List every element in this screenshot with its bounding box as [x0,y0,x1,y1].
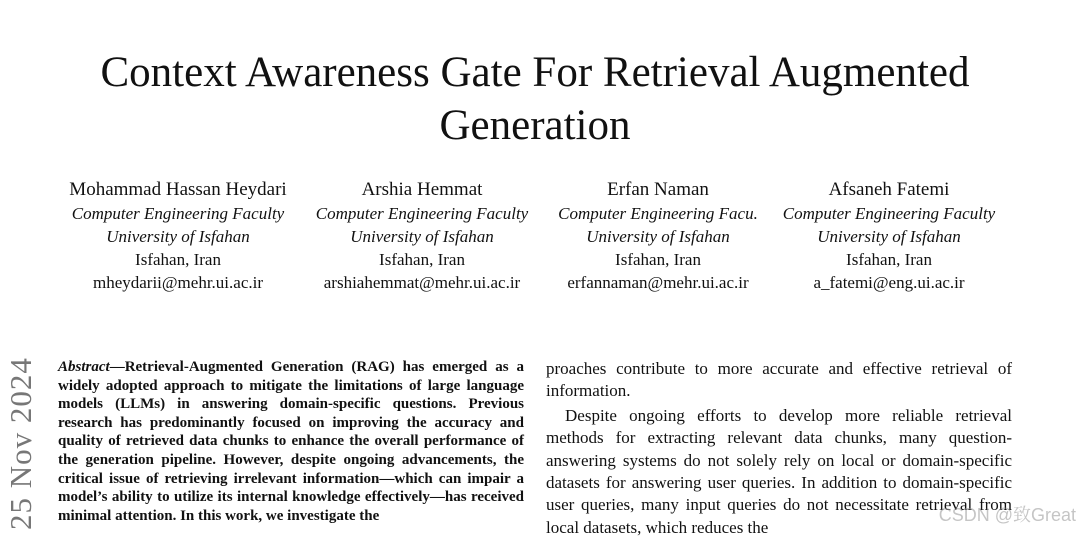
author-email: mheydarii@mehr.ui.ac.ir [92,273,264,292]
author-university: University of Isfahan [350,227,494,246]
author-affiliation: Computer Engineering Faculty [782,204,996,223]
author-name: Afsaneh Fatemi [828,179,950,200]
author-location: Isfahan, Iran [379,250,465,269]
arxiv-date: 25 Nov 2024 [3,357,38,530]
author-location: Isfahan, Iran [135,250,221,269]
author-name: Arshia Hemmat [361,179,483,200]
abstract-label: Abstract [58,359,110,375]
author-name: Mohammad Hassan Heydari [69,179,287,200]
author-1 [48,178,308,294]
author-email: arshiahemmat@mehr.ui.ac.ir [323,273,521,292]
abstract-text: —Retrieval-Augmented Generation (RAG) has emerged as a widely adopted approach to mitigate the limitations of large language models (LLMs) in answering domain-specific questions. Previous research has predominantly focused on improving the accuracy and quality of retrieved data chunks to enhance the overall performance of the generation pipeline. However, despite ongoing advancements, the critical issue of retrieving irrelevant information—which can impair a model’s ability to utilize its internal knowledge effectively—has received minimal attention. In this work, we investigate the [58,359,524,524]
body-paragraph: proaches contribute to more accurate and effective retrieval of information. [546,359,1012,401]
author-affiliation: Computer Engineering Faculty [315,204,529,223]
author-location: Isfahan, Iran [846,250,932,269]
author-2 [292,178,552,294]
author-university: University of Isfahan [106,227,250,246]
author-name: Erfan Naman [607,179,709,200]
author-location: Isfahan, Iran [615,250,701,269]
author-affiliation: Computer Engineering Facu. [558,204,758,223]
author-3 [528,178,788,294]
author-affiliation: Computer Engineering Faculty [71,204,285,223]
watermark: CSDN @致Great [938,505,1076,525]
arxiv-side-stamp [0,340,40,533]
author-university: University of Isfahan [586,227,730,246]
abstract [58,358,524,525]
author-email: erfannaman@mehr.ui.ac.ir [567,273,749,292]
paper-title: Context Awareness Gate For Retrieval Augmented Generation [100,49,970,149]
author-email: a_fatemi@eng.ui.ac.ir [813,273,965,292]
author-4 [759,178,1019,294]
body-paragraph: Despite ongoing efforts to develop more reliable retrieval methods for extracting relevant data chunks, many question-answering systems do not solely rely on local or domain-specific datasets for answering user queries. In addition to domain-specific user queries, many input queries do not necessitate retrieval from local datasets, which reduces the [546,405,1012,537]
author-university: University of Isfahan [817,227,961,246]
author-block [0,178,1080,298]
